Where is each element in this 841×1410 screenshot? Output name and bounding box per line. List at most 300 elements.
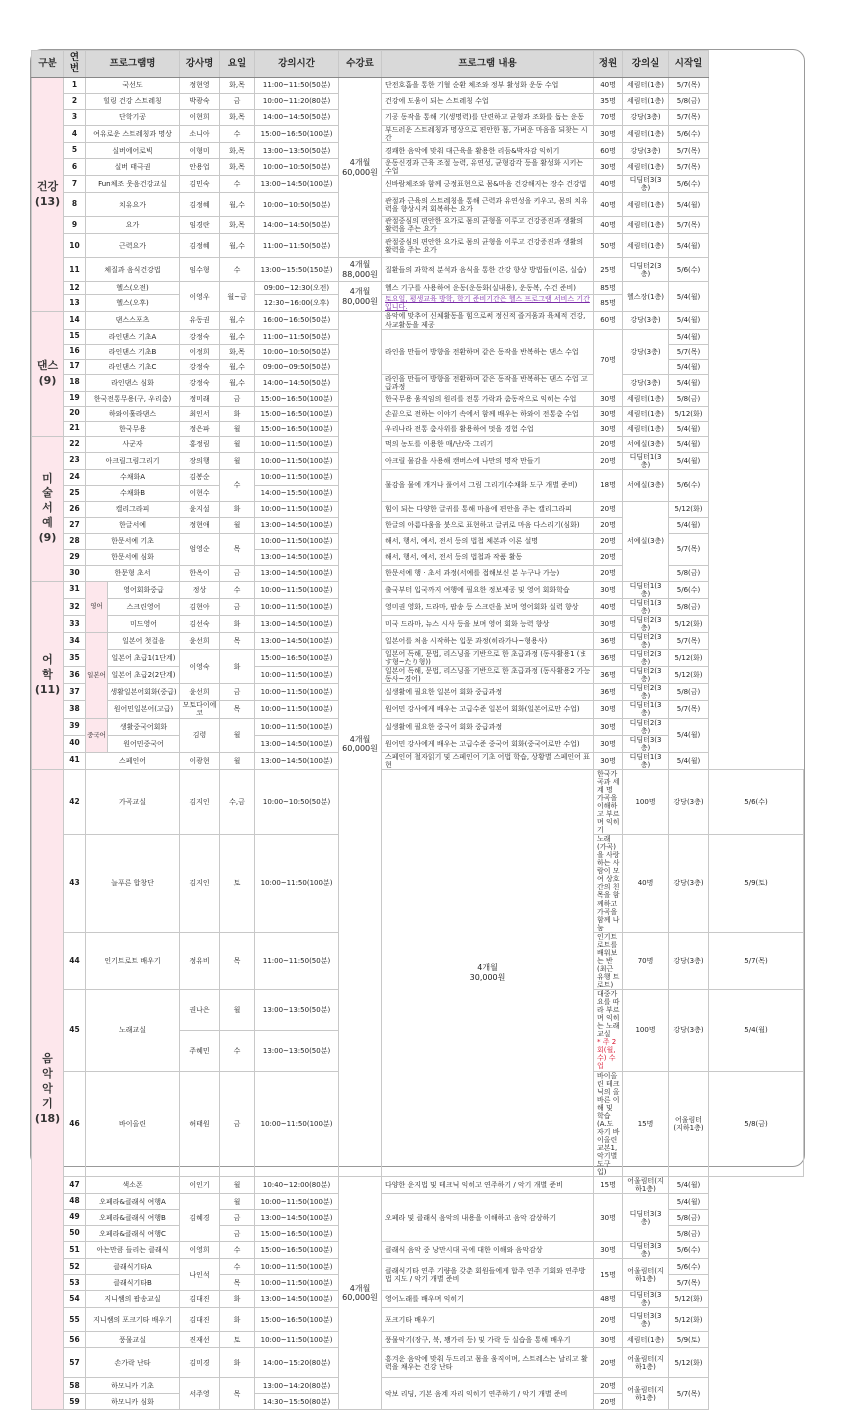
program-description: 흥겨운 음악에 맞춰 두드리고 몸을 움직이며, 스트레스는 날리고 활력을 채우는 건강 난타 bbox=[382, 1348, 594, 1378]
row-number: 49 bbox=[64, 1210, 86, 1226]
header-capacity: 정원 bbox=[594, 51, 623, 78]
start-date: 5/4(월) bbox=[669, 282, 709, 312]
start-date: 5/4(월) bbox=[669, 234, 709, 258]
program-name: 일본어 초급1(1단계) bbox=[108, 650, 180, 667]
class-time: 13:00~14:50(100분) bbox=[255, 517, 339, 533]
table-row bbox=[32, 94, 804, 110]
program-name: Fun체조 웃음건강교실 bbox=[86, 176, 180, 193]
class-time: 13:00~14:50(100분) bbox=[255, 752, 339, 769]
class-day: 수,금 bbox=[220, 769, 255, 834]
program-name: 클래식기타B bbox=[86, 1275, 180, 1291]
program-description: 일본어를 처음 시작하는 입문 과정(히라가나~형용사) bbox=[382, 633, 594, 650]
table-row bbox=[32, 650, 804, 667]
row-number: 23 bbox=[64, 452, 86, 469]
capacity: 30명 bbox=[594, 701, 623, 718]
row-number: 17 bbox=[64, 359, 86, 374]
table-row bbox=[32, 469, 804, 485]
class-day: 월 bbox=[220, 1194, 255, 1210]
twice-weekly-note: * 주 2회(월, 수) 수업 bbox=[597, 1038, 617, 1071]
capacity: 30명 bbox=[594, 1242, 623, 1259]
table-row bbox=[32, 217, 804, 234]
table-row bbox=[32, 374, 804, 391]
program-description: 아크릴 물감을 사용해 캔버스에 나만의 명작 만들기 bbox=[382, 452, 594, 469]
row-number: 11 bbox=[64, 258, 86, 282]
class-time: 10:00~11:50(100분) bbox=[255, 436, 339, 452]
teacher-name: 김대진 bbox=[180, 1308, 220, 1332]
row-number: 27 bbox=[64, 517, 86, 533]
capacity: 50명 bbox=[594, 234, 623, 258]
row-number: 24 bbox=[64, 469, 86, 485]
program-name: 원어민중국어 bbox=[108, 735, 180, 752]
classroom: 디딤터2(3층) bbox=[623, 667, 669, 684]
start-date: 5/4(월) bbox=[669, 1177, 709, 1194]
class-time: 10:00~11:50(100분) bbox=[255, 701, 339, 718]
classroom: 강당(3층) bbox=[623, 110, 669, 126]
class-time: 14:00~14:50(50분) bbox=[255, 110, 339, 126]
classroom: 디딤터1(3층) bbox=[623, 452, 669, 469]
start-date: 5/7(목) bbox=[669, 1378, 709, 1410]
row-number: 6 bbox=[64, 159, 86, 176]
class-day: 목 bbox=[220, 1275, 255, 1291]
capacity: 40명 bbox=[594, 217, 623, 234]
classroom: 디딤터3(3층) bbox=[623, 1308, 669, 1332]
row-number: 57 bbox=[64, 1348, 86, 1378]
table-row bbox=[32, 517, 804, 533]
start-date: 5/8(금) bbox=[669, 598, 709, 615]
class-time: 10:00~11:50(100분) bbox=[255, 501, 339, 517]
classroom: 강당(3층) bbox=[623, 143, 669, 159]
start-date: 5/6(수) bbox=[669, 1259, 709, 1275]
row-number: 3 bbox=[64, 110, 86, 126]
teacher-name: 강정숙 bbox=[180, 329, 220, 344]
program-description: 출국부터 입국까지 여행에 필요한 정보제공 및 영어 회화학습 bbox=[382, 581, 594, 598]
classroom: 어울림터(지하1층) bbox=[623, 1378, 669, 1410]
class-day: 화 bbox=[220, 1348, 255, 1378]
class-time: 10:00~10:50(50분) bbox=[255, 193, 339, 217]
program-name: 하모니카 심화 bbox=[86, 1394, 180, 1410]
start-date: 5/4(월) bbox=[669, 517, 709, 533]
capacity: 18명 bbox=[594, 469, 623, 501]
teacher-name: 김민숙 bbox=[180, 176, 220, 193]
class-time: 13:00~14:50(100분) bbox=[255, 615, 339, 632]
table-row bbox=[32, 159, 804, 176]
classroom: 디딤터2(3층) bbox=[623, 615, 669, 632]
program-name: 아크릴그림그리기 bbox=[86, 452, 180, 469]
row-number: 40 bbox=[64, 735, 86, 752]
category-art: 미 술 서 예 (9) bbox=[32, 436, 64, 581]
classroom: 강당(3층) bbox=[669, 835, 709, 933]
program-name: 손가락 난타 bbox=[86, 1348, 180, 1378]
teacher-name: 정유비 bbox=[180, 932, 220, 989]
start-date: 5/6(수) bbox=[709, 769, 804, 834]
row-number: 32 bbox=[64, 598, 86, 615]
row-number: 10 bbox=[64, 234, 86, 258]
fee-nutrition: 4개월 88,000원 bbox=[339, 258, 382, 282]
start-date: 5/8(금) bbox=[669, 1210, 709, 1226]
teacher-name: 안용업 bbox=[180, 159, 220, 176]
fee-main: 4개월 60,000원 bbox=[339, 312, 382, 1177]
start-date: 5/4(월) bbox=[669, 312, 709, 329]
class-day: 목 bbox=[220, 932, 255, 989]
program-name: 미드영어 bbox=[108, 615, 180, 632]
row-number: 18 bbox=[64, 374, 86, 391]
class-time: 14:00~14:50(50분) bbox=[255, 374, 339, 391]
table-row bbox=[32, 391, 804, 406]
class-day: 화,목 bbox=[220, 78, 255, 94]
class-time: 11:00~11:50(50분) bbox=[255, 78, 339, 94]
row-number: 58 bbox=[64, 1378, 86, 1394]
classroom: 디딤터2(3층) bbox=[623, 718, 669, 735]
program-name: 오페라&클래식 여행B bbox=[86, 1210, 180, 1226]
teacher-name: 허태원 bbox=[180, 1071, 220, 1177]
program-name: 여유로운 스트레칭과 명상 bbox=[86, 126, 180, 143]
class-time: 15:00~16:50(100분) bbox=[255, 126, 339, 143]
capacity: 20명 bbox=[594, 549, 623, 565]
capacity: 20명 bbox=[594, 436, 623, 452]
program-name: 캘리그라피 bbox=[86, 501, 180, 517]
program-name: 오페라&클래식 여행C bbox=[86, 1226, 180, 1242]
class-day: 금 bbox=[220, 1226, 255, 1242]
capacity: 20명 bbox=[594, 565, 623, 581]
start-date: 5/6(수) bbox=[669, 176, 709, 193]
row-number: 53 bbox=[64, 1275, 86, 1291]
classroom: 강당(3층) bbox=[669, 932, 709, 989]
start-date: 5/7(목) bbox=[669, 701, 709, 718]
classroom: 세림터(1층) bbox=[623, 78, 669, 94]
teacher-name: 이현희 bbox=[180, 110, 220, 126]
class-time: 15:00~16:50(100분) bbox=[255, 406, 339, 421]
class-day: 토 bbox=[220, 835, 255, 933]
class-time: 10:40~12:00(80분) bbox=[255, 1177, 339, 1194]
teacher-name: 이광현 bbox=[180, 752, 220, 769]
start-date: 5/8(금) bbox=[669, 391, 709, 406]
table-row bbox=[32, 126, 804, 143]
capacity: 70명 bbox=[594, 110, 623, 126]
start-date: 5/12(화) bbox=[669, 667, 709, 684]
row-number: 59 bbox=[64, 1394, 86, 1410]
teacher-name: 정상 bbox=[180, 581, 220, 598]
program-description: 먹의 농도를 이용한 매/난/죽 그리기 bbox=[382, 436, 594, 452]
program-description: 오페라 및 클래식 음악의 내용을 이해하고 음악 감상하기 bbox=[382, 1194, 594, 1242]
header-category: 구분 bbox=[32, 51, 64, 78]
program-name: 국선도 bbox=[86, 78, 180, 94]
teacher-name: 김현아 bbox=[180, 598, 220, 615]
program-description: 단전호흡을 통한 기혈 순환 체조와 정부 활성화 운동 수업 bbox=[382, 78, 594, 94]
program-name: 힐링 건강 스트레칭 bbox=[86, 94, 180, 110]
teacher-name: 한옥이 bbox=[180, 565, 220, 581]
capacity: 70명 bbox=[594, 329, 623, 391]
class-time: 10:00~11:50(100분) bbox=[255, 1332, 339, 1348]
class-time: 15:00~16:50(100분) bbox=[255, 1226, 339, 1242]
row-number: 2 bbox=[64, 94, 86, 110]
program-description: 영미권 영화, 드라마, 팝송 등 스크린을 보며 영어회화 실력 향상 bbox=[382, 598, 594, 615]
program-name: 한국무용 bbox=[86, 421, 180, 436]
capacity: 20명 bbox=[594, 1394, 623, 1410]
start-date: 5/12(화) bbox=[669, 501, 709, 517]
program-name: 한문형 초서 bbox=[86, 565, 180, 581]
row-number: 43 bbox=[64, 835, 86, 933]
capacity: 30명 bbox=[594, 421, 623, 436]
header-row bbox=[32, 51, 804, 78]
table-row bbox=[32, 110, 804, 126]
program-name: 실버에어로빅 bbox=[86, 143, 180, 159]
capacity: 48명 bbox=[594, 1291, 623, 1308]
teacher-name: 강정숙 bbox=[180, 359, 220, 374]
class-time: 14:30~15:50(80분) bbox=[255, 1394, 339, 1410]
class-time: 15:00~16:50(100분) bbox=[255, 421, 339, 436]
row-number: 22 bbox=[64, 436, 86, 452]
classroom: 디딤터1(3층) bbox=[623, 581, 669, 598]
start-date: 5/7(목) bbox=[669, 633, 709, 650]
teacher-name: 정현영 bbox=[180, 78, 220, 94]
classroom: 강당(3층) bbox=[623, 312, 669, 329]
category-music: 음 악 악 기 (18) bbox=[32, 769, 64, 1410]
start-date: 5/12(화) bbox=[669, 406, 709, 421]
program-name: 일본어 초급2(2단계) bbox=[108, 667, 180, 684]
table-row bbox=[32, 752, 804, 769]
header-start-date: 시작일 bbox=[669, 51, 709, 78]
teacher-name: 장의행 bbox=[180, 452, 220, 469]
class-time: 13:00~14:50(100분) bbox=[255, 549, 339, 565]
class-time: 13:00~14:50(100분) bbox=[255, 1210, 339, 1226]
row-number: 56 bbox=[64, 1332, 86, 1348]
row-number: 16 bbox=[64, 344, 86, 359]
class-day: 화 bbox=[220, 615, 255, 632]
table-row bbox=[32, 701, 804, 718]
program-description: 일본어 독해, 문법, 리스닝을 기반으로 한 초급과정 (동사활용1 (ます형~たり형)) bbox=[382, 650, 594, 667]
table-row bbox=[32, 176, 804, 193]
program-name: 실버 태극권 bbox=[86, 159, 180, 176]
program-name: 오페라&클래식 여행A bbox=[86, 1194, 180, 1210]
program-name: 노래교실 bbox=[86, 990, 180, 1071]
class-time: 10:00~11:50(100분) bbox=[255, 1275, 339, 1291]
class-day: 월 bbox=[220, 990, 255, 1031]
program-name: 늘푸른 합창단 bbox=[86, 835, 180, 933]
program-description: 한글의 아름다움을 붓으로 표현하고 글귀로 마음 다스리기(심화) bbox=[382, 517, 594, 533]
teacher-name: 윤지설 bbox=[180, 501, 220, 517]
program-name: 한국전통무용(구, 우리춤) bbox=[86, 391, 180, 406]
row-number: 29 bbox=[64, 549, 86, 565]
program-description: 악보 리딩, 기본 음계 자리 익히기 연주하기 / 악기 개별 준비 bbox=[382, 1378, 594, 1410]
table-row bbox=[32, 1291, 804, 1308]
row-number: 1 bbox=[64, 78, 86, 94]
capacity: 30명 bbox=[594, 391, 623, 406]
teacher-name: 권나은 bbox=[180, 990, 220, 1031]
classroom: 어울림터(지하1층) bbox=[623, 1348, 669, 1378]
program-description: 물감을 물에 개거나 풀어서 그림 그리기(수채화 도구 개별 준비) bbox=[382, 469, 594, 501]
class-time: 14:00~14:50(50분) bbox=[255, 217, 339, 234]
table-row bbox=[32, 258, 804, 282]
teacher-name: 정현애 bbox=[180, 517, 220, 533]
program-name: 하모니카 기초 bbox=[86, 1378, 180, 1394]
table-row bbox=[32, 1332, 804, 1348]
program-description: 노래(가곡)을 사랑하는 사람이 모여 상호 간의 친목을 함께하고 가곡을 함께 나눔 bbox=[594, 835, 623, 933]
fee-gym: 4개월 80,000원 bbox=[339, 282, 382, 312]
class-time: 09:00~12:30(오전) bbox=[255, 282, 339, 295]
teacher-name: 정미래 bbox=[180, 391, 220, 406]
row-number: 39 bbox=[64, 718, 86, 735]
classroom: 디딤터3(3층) bbox=[623, 735, 669, 752]
class-day: 화 bbox=[220, 1291, 255, 1308]
class-day: 월 bbox=[220, 421, 255, 436]
row-number: 21 bbox=[64, 421, 86, 436]
table-row bbox=[32, 1177, 804, 1194]
capacity: 20명 bbox=[594, 1348, 623, 1378]
classroom: 디딤터3(3층) bbox=[623, 1242, 669, 1259]
table-row bbox=[32, 1242, 804, 1259]
table-row bbox=[32, 78, 804, 94]
classroom: 세림터(1층) bbox=[623, 217, 669, 234]
program-description: 영어노래를 배우며 익히기 bbox=[382, 1291, 594, 1308]
table-row bbox=[32, 436, 804, 452]
program-name: 사군자 bbox=[86, 436, 180, 452]
class-time: 13:00~14:50(100분) bbox=[255, 633, 339, 650]
capacity: 30명 bbox=[594, 752, 623, 769]
start-date: 5/7(목) bbox=[669, 110, 709, 126]
capacity: 85명 bbox=[594, 282, 623, 295]
row-number: 35 bbox=[64, 650, 86, 667]
row-number: 5 bbox=[64, 143, 86, 159]
program-description: 라인을 만들어 방향을 전환하며 같은 동작을 반복하는 댄스 수업 고급과정 bbox=[382, 374, 594, 391]
start-date: 5/8(금) bbox=[669, 565, 709, 581]
program-name: 색소폰 bbox=[86, 1177, 180, 1194]
table-row bbox=[32, 329, 804, 344]
table-row bbox=[32, 234, 804, 258]
program-name: 가곡교실 bbox=[86, 769, 180, 834]
row-number: 45 bbox=[64, 990, 86, 1071]
class-day: 목 bbox=[220, 633, 255, 650]
program-description: 운동신경과 근육 조절 능력, 유연성, 균형감각 등을 활성화 시키는 수업 bbox=[382, 159, 594, 176]
class-time: 13:00~15:50(150분) bbox=[255, 258, 339, 282]
program-name: 영어회화중급 bbox=[108, 581, 180, 598]
class-day: 월 bbox=[220, 1177, 255, 1194]
capacity: 15명 bbox=[623, 1071, 669, 1177]
teacher-name: 임경란 bbox=[180, 217, 220, 234]
start-date: 5/4(월) bbox=[669, 421, 709, 436]
capacity: 40명 bbox=[594, 193, 623, 217]
teacher-name: 이정희 bbox=[180, 344, 220, 359]
classroom: 강당(3층) bbox=[669, 990, 709, 1071]
program-schedule-table bbox=[31, 50, 804, 1410]
classroom: 디딤터2(3층) bbox=[623, 650, 669, 667]
teacher-name: 김대진 bbox=[180, 1291, 220, 1308]
teacher-name: 윤선희 bbox=[180, 633, 220, 650]
program-description: 라인을 만들어 방향을 전환하며 같은 동작을 반복하는 댄스 수업 bbox=[382, 329, 594, 374]
teacher-name: 김지인 bbox=[180, 769, 220, 834]
capacity: 40명 bbox=[594, 598, 623, 615]
program-description: 다양한 운지법 및 테크닉 익히고 연주하기 / 악기 개별 준비 bbox=[382, 1177, 594, 1194]
program-name: 수채화A bbox=[86, 469, 180, 485]
teacher-name: 소니아 bbox=[180, 126, 220, 143]
subgroup-japanese: 일본어 bbox=[86, 633, 108, 718]
teacher-name: 김혜경 bbox=[180, 1194, 220, 1242]
class-time: 10:00~11:50(100분) bbox=[255, 1259, 339, 1275]
class-day: 수 bbox=[220, 469, 255, 501]
header-number: 연번 bbox=[64, 51, 86, 78]
capacity: 30명 bbox=[594, 159, 623, 176]
program-description: 풍물악기(장구, 북, 꽹가리 등) 및 가락 등 실습을 통해 배우기 bbox=[382, 1332, 594, 1348]
teacher-name: 이형미 bbox=[180, 143, 220, 159]
program-name: 한문서예 기초 bbox=[86, 533, 180, 549]
teacher-name: 엄영순 bbox=[180, 533, 220, 565]
class-day: 월 bbox=[220, 436, 255, 452]
class-day: 목 bbox=[220, 1378, 255, 1410]
row-number: 36 bbox=[64, 667, 86, 684]
start-date: 5/8(금) bbox=[709, 1071, 804, 1177]
start-date: 5/12(화) bbox=[669, 615, 709, 632]
program-name: 수채화B bbox=[86, 485, 180, 501]
program-description: 음악에 맞추어 신체활동을 힘으로써 정신적 즐거움과 육체적 건강, 사교활동을 제공 bbox=[382, 312, 594, 329]
teacher-name: 최인서 bbox=[180, 406, 220, 421]
class-time: 13:00~14:50(100분) bbox=[255, 735, 339, 752]
start-date: 5/9(토) bbox=[669, 1332, 709, 1348]
class-day: 월,수 bbox=[220, 359, 255, 374]
class-day: 수 bbox=[220, 1242, 255, 1259]
start-date: 5/4(월) bbox=[709, 990, 804, 1071]
table-row bbox=[32, 143, 804, 159]
class-day: 월,수 bbox=[220, 374, 255, 391]
classroom: 어울림터(지하1층) bbox=[669, 1071, 709, 1177]
header-room: 강의실 bbox=[623, 51, 669, 78]
teacher-name: 이영숙 bbox=[180, 650, 220, 684]
class-time: 13:00~14:50(100분) bbox=[255, 565, 339, 581]
class-time: 10:00~11:50(100분) bbox=[255, 684, 339, 701]
table-row bbox=[32, 193, 804, 217]
start-date: 5/4(월) bbox=[669, 718, 709, 752]
class-day: 화 bbox=[220, 501, 255, 517]
row-number: 34 bbox=[64, 633, 86, 650]
class-time: 13:00~14:20(80분) bbox=[255, 1378, 339, 1394]
class-day: 월,수 bbox=[220, 234, 255, 258]
program-name: 체질과 음식건강법 bbox=[86, 258, 180, 282]
start-date: 5/4(월) bbox=[669, 752, 709, 769]
capacity: 36명 bbox=[594, 633, 623, 650]
start-date: 5/7(목) bbox=[669, 159, 709, 176]
program-description: 해서, 행서, 예서, 전서 등의 법첩과 작품 활동 bbox=[382, 549, 594, 565]
class-time: 09:00~09:50(50분) bbox=[255, 359, 339, 374]
classroom: 세림터(1층) bbox=[623, 159, 669, 176]
start-date: 5/7(목) bbox=[669, 143, 709, 159]
class-day: 토 bbox=[220, 1332, 255, 1348]
row-number: 55 bbox=[64, 1308, 86, 1332]
class-day: 금 bbox=[220, 391, 255, 406]
teacher-name: 김정혜 bbox=[180, 193, 220, 217]
teacher-name: 박광숙 bbox=[180, 94, 220, 110]
program-description: 힘이 되는 다양한 글귀를 통해 마음에 편안을 주는 캘리그라피 bbox=[382, 501, 594, 517]
capacity: 36명 bbox=[594, 667, 623, 684]
class-day: 금 bbox=[220, 94, 255, 110]
program-name: 헬스(오후) bbox=[86, 295, 180, 312]
class-time: 10:00~11:50(100분) bbox=[255, 1071, 339, 1177]
capacity: 30명 bbox=[594, 735, 623, 752]
program-description: 한국무용 움직임의 원리를 전통 가락과 춤동작으로 익히는 수업 bbox=[382, 391, 594, 406]
teacher-name: 김선숙 bbox=[180, 615, 220, 632]
program-name: 치유요가 bbox=[86, 193, 180, 217]
program-name: 라인댄스 기초A bbox=[86, 329, 180, 344]
class-time: 16:00~16:50(50분) bbox=[255, 312, 339, 329]
program-name: 지니쌤의 포크기타 배우기 bbox=[86, 1308, 180, 1332]
classroom: 세림터(1층) bbox=[623, 126, 669, 143]
program-name: 바이올린 bbox=[86, 1071, 180, 1177]
table-row bbox=[32, 421, 804, 436]
class-time: 14:00~15:20(80분) bbox=[255, 1348, 339, 1378]
table-row bbox=[32, 615, 804, 632]
table-row bbox=[32, 718, 804, 735]
header-fee: 수강료 bbox=[339, 51, 382, 78]
class-day: 수 bbox=[220, 126, 255, 143]
row-number: 26 bbox=[64, 501, 86, 517]
row-number: 37 bbox=[64, 684, 86, 701]
